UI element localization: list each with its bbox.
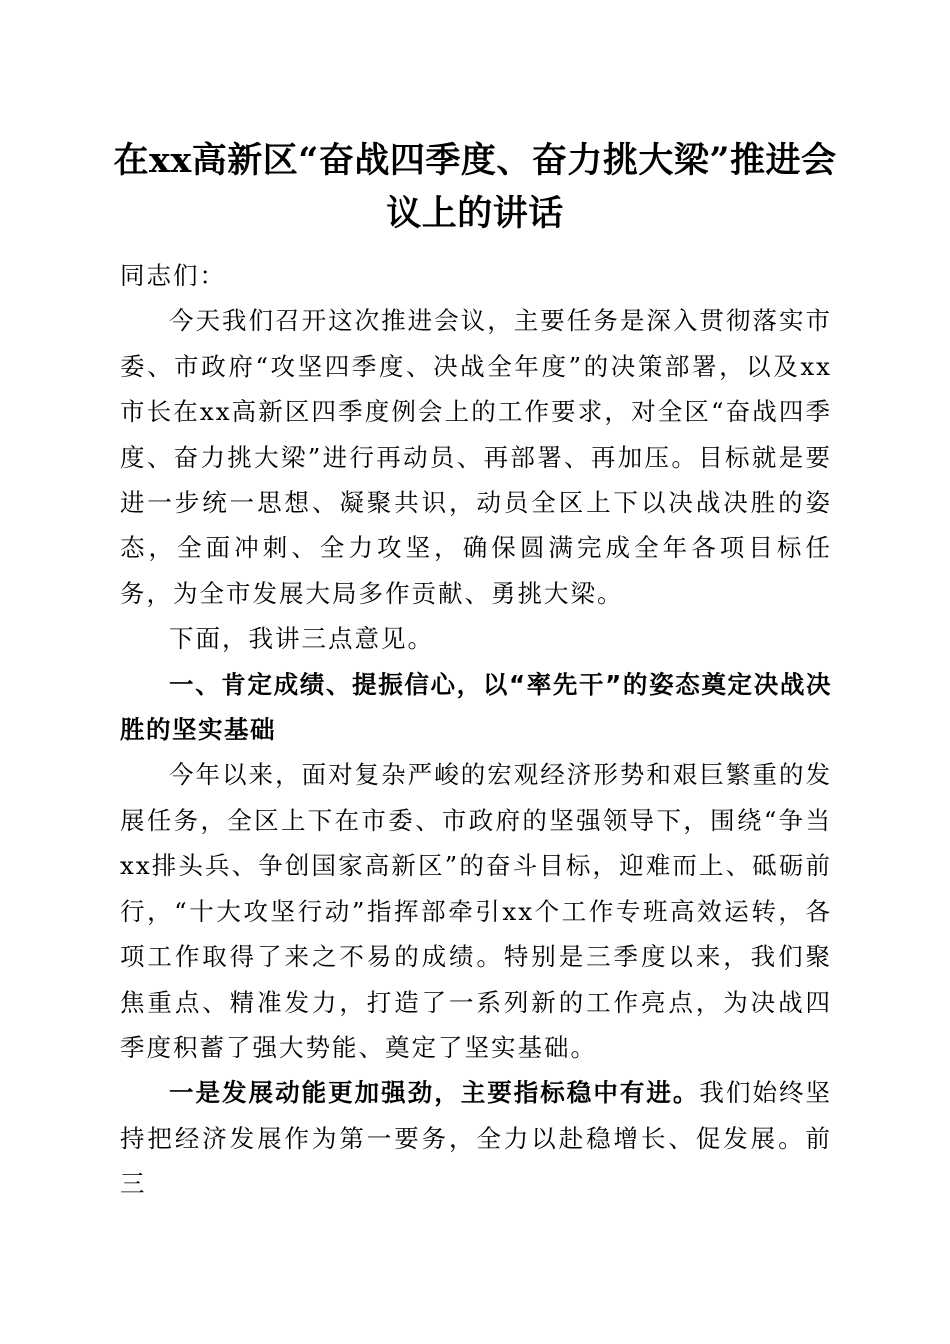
section-heading-1: 一、肯定成绩、提振信心，以“率先干”的姿态奠定决战决胜的坚实基础 — [120, 669, 832, 745]
transition-paragraph: 下面，我讲三点意见。 — [169, 624, 434, 654]
point-1-paragraph — [120, 1070, 832, 1206]
point-1-lead: 一是发展动能更加强劲，主要指标稳中有进。 — [169, 1078, 700, 1108]
section-1-paragraph: 今年以来，面对复杂严峻的宏观经济形势和艰巨繁重的发展任务，全区上下在市委、市政府的坚强领导下，围绕“争当xx排头兵、争创国家高新区”的奋斗目标，迎难而上、砥砺前行，“十大攻坚行动”指挥部牵引xx个工作专班高效运转，各项工作取得了来之不易的成绩。特别是三季度以来，我们聚焦重点、精准发力，打造了一系列新的工作亮点，为决战四季度积蓄了强大势能、奠定了坚实基础。 — [120, 760, 832, 1062]
intro-paragraph: 今天我们召开这次推进会议，主要任务是深入贯彻落实市委、市政府“攻坚四季度、决战全年度”的决策部署，以及xx市长在xx高新区四季度例会上的工作要求，对全区“奋战四季度、奋力挑大梁”进行再动员、再部署、再加压。目标就是要进一步统一思想、凝聚共识，动员全区上下以决战决胜的姿态，全面冲刺、全力攻坚，确保圆满完成全年各项目标任务，为全市发展大局多作贡献、勇挑大梁。 — [120, 306, 832, 608]
document-body — [120, 253, 832, 1207]
salutation: 同志们： — [120, 261, 226, 290]
point-1-body: 我们始终坚持把经济发展作为第一要务，全力以赴稳增长、促发展。前三 — [120, 1078, 833, 1199]
document-title: 在xx高新区“奋战四季度、奋力挑大梁”推进会议上的讲话 — [113, 140, 837, 234]
